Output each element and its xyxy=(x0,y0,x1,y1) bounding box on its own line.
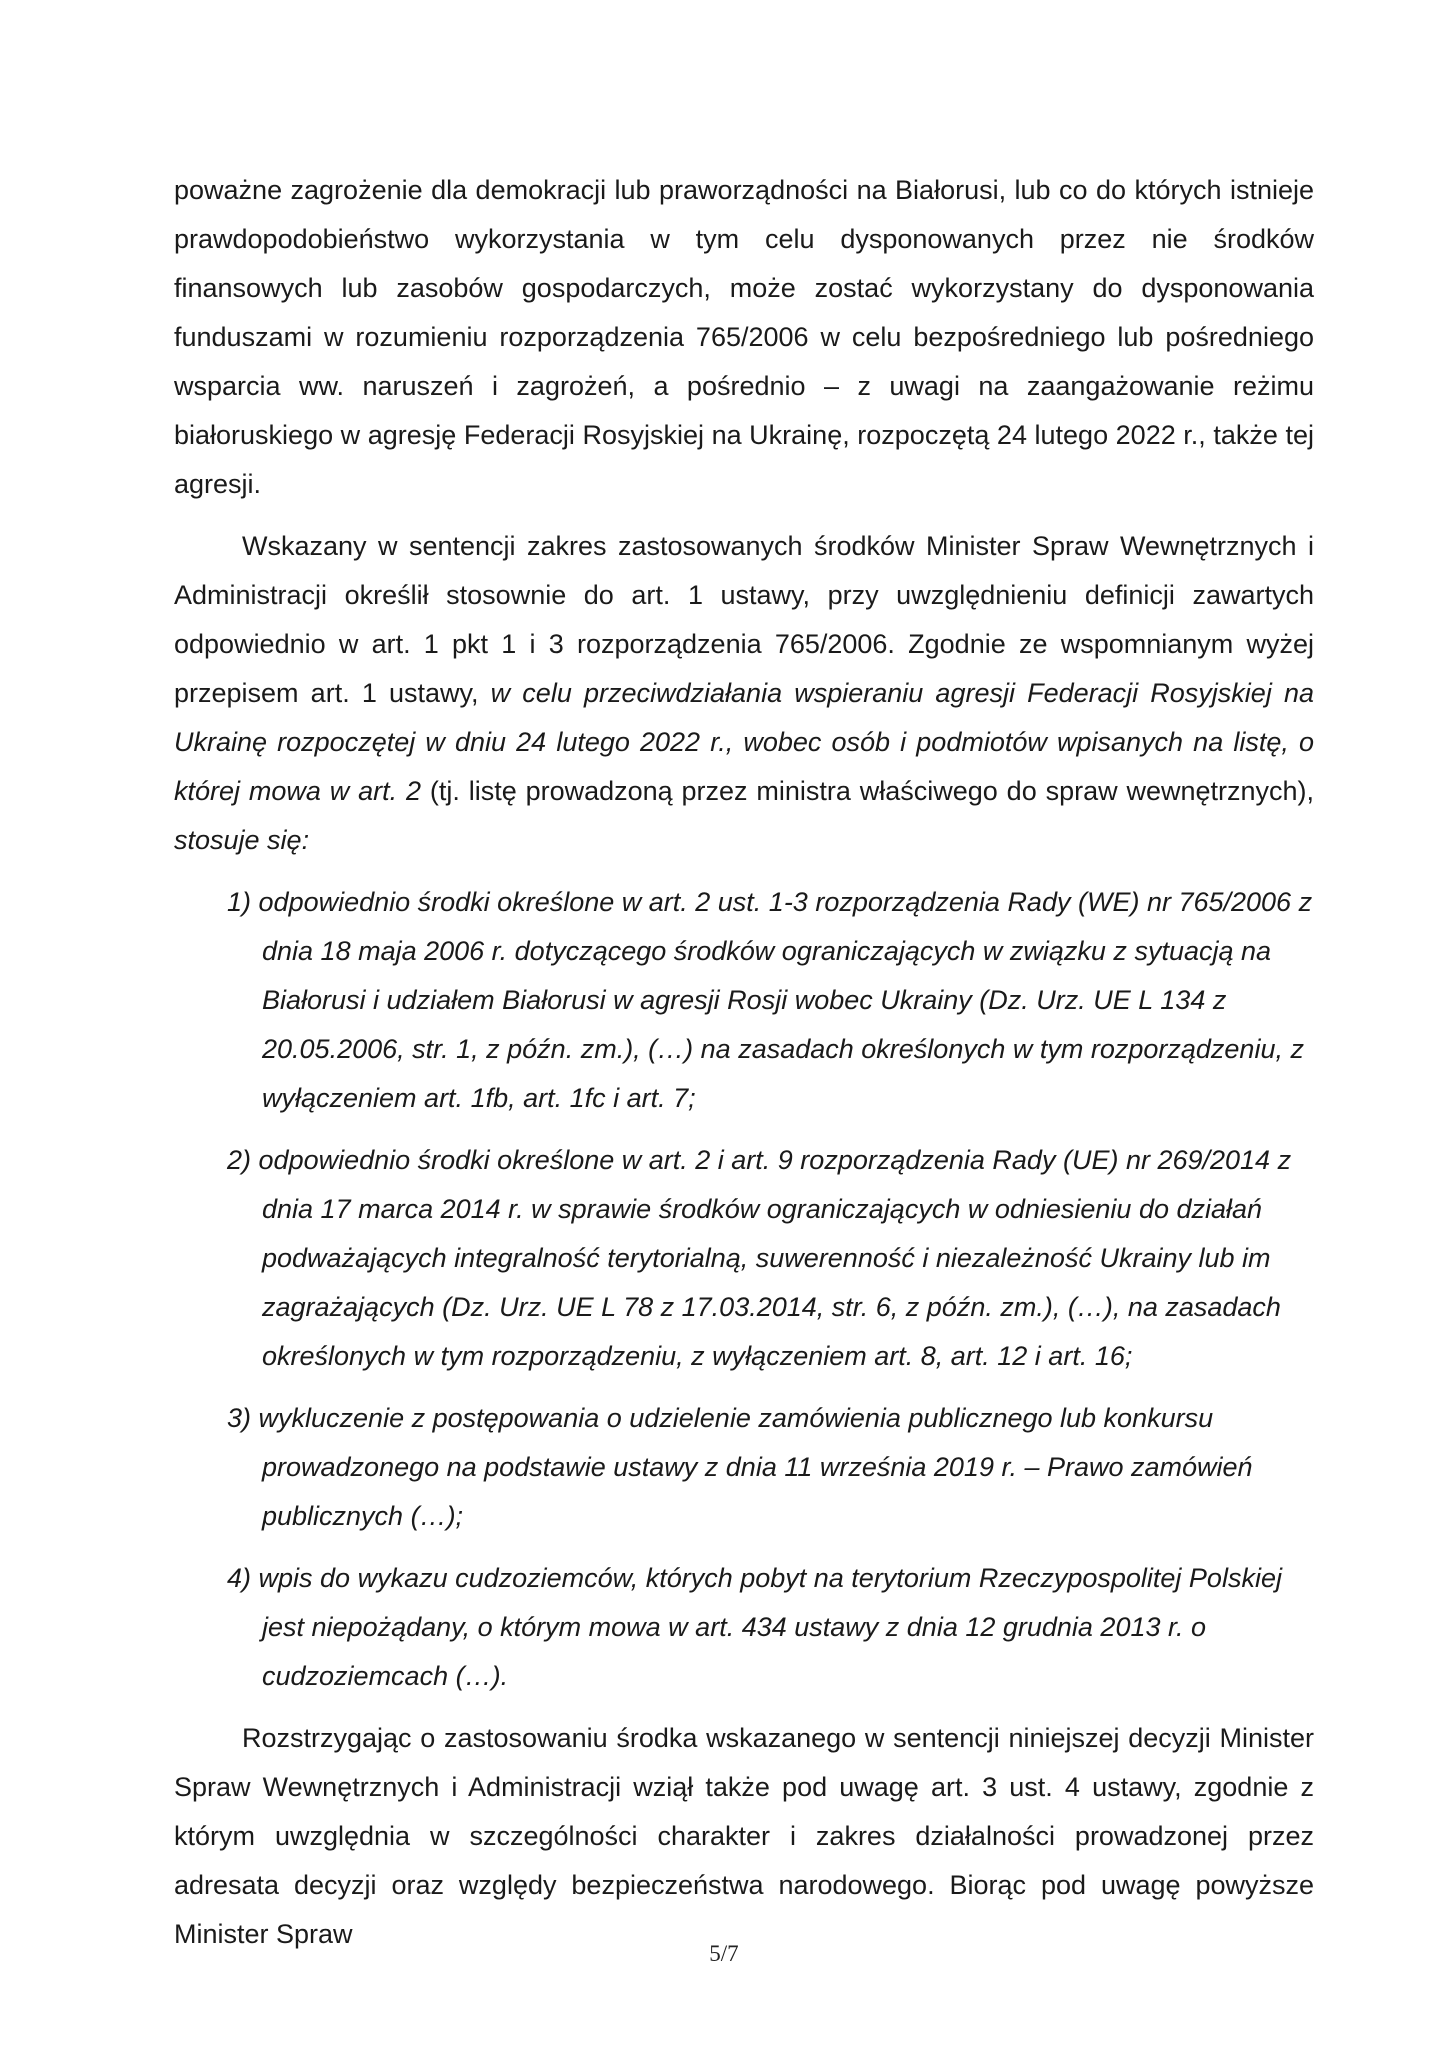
measures-list xyxy=(174,878,1314,1701)
list-item-number: 2) xyxy=(227,1145,252,1175)
quoted-provision-italic: w celu przeciwdziałania wspieraniu agresji Federacji Rosyjskiej na Ukrainę rozpoczętej w dniu 24 lutego 2022 r., wobec osób i podmiotów wpisanych na listę, o której mowa w art. 2 xyxy=(174,678,1314,806)
list-item-number: 4) xyxy=(227,1563,252,1593)
list-item-text: wpis do wykazu cudzoziemców, których pobyt na terytorium Rzeczypospolitej Polskiej jest niepożądany, o którym mowa w art. 434 ustawy z dnia 12 grudnia 2013 r. o cudzoziemcach (…). xyxy=(258,1563,1282,1691)
list-item-text: odpowiednio środki określone w art. 2 i art. 9 rozporządzenia Rady (UE) nr 269/2014 z dnia 17 marca 2014 r. w sprawie środków ograniczających w odniesieniu do działań podważających integralność terytorialną, suwerenność i niezależność Ukrainy lub im zagrażających (Dz. Urz. UE L 78 z 17.03.2014, str. 6, z późn. zm.), (…), na zasadach określonych w tym rozporządzeniu, z wyłączeniem art. 8, art. 12 i art. 16; xyxy=(258,1145,1292,1371)
list-item-number: 1) xyxy=(227,887,252,917)
document-body xyxy=(174,166,1314,1959)
list-item-text: odpowiednio środki określone w art. 2 ust. 1-3 rozporządzenia Rady (WE) nr 765/2006 z dnia 18 maja 2006 r. dotyczącego środków ograniczających w związku z sytuacją na Białorusi i udziałem Białorusi w agresji Rosji wobec Ukrainy (Dz. Urz. UE L 134 z 20.05.2006, str. 1, z późn. zm.), (…) na zasadach określonych w tym rozporządzeniu, z wyłączeniem art. 1fb, art. 1fc i art. 7; xyxy=(258,887,1313,1113)
list-item xyxy=(174,1136,1314,1381)
page-number: 5/7 xyxy=(709,1941,739,1966)
list-item xyxy=(174,1394,1314,1541)
paragraph-text: (tj. listę prowadzoną przez ministra właściwego do spraw wewnętrznych), xyxy=(421,776,1315,806)
paragraph-decision-basis: Rozstrzygając o zastosowaniu środka wskazanego w sentencji niniejszej decyzji Minister Spraw Wewnętrznych i Administracji wziął także pod uwagę art. 3 ust. 4 ustawy, zgodnie z którym uwzględnia w szczególności charakter i zakres działalności prowadzonej przez adresata decyzji oraz względy bezpieczeństwa narodowego. Biorąc pod uwagę powyższe Minister Spraw xyxy=(174,1723,1314,1949)
quoted-provision-italic: stosuje się: xyxy=(174,825,310,855)
paragraph-continuation: poważne zagrożenie dla demokracji lub praworządności na Białorusi, lub co do których istnieje prawdopodobieństwo wykorzystania w tym celu dysponowanych przez nie środków finansowych lub zasobów gospodarczych, może zostać wykorzystany do dysponowania funduszami w rozumieniu rozporządzenia 765/2006 w celu bezpośredniego lub pośredniego wsparcia ww. naruszeń i zagrożeń, a pośrednio – z uwagi na zaangażowanie reżimu białoruskiego w agresję Federacji Rosyjskiej na Ukrainę, rozpoczętą 24 lutego 2022 r., także tej agresji. xyxy=(174,175,1314,499)
list-item-number: 3) xyxy=(227,1403,252,1433)
list-item-text: wykluczenie z postępowania o udzielenie zamówienia publicznego lub konkursu prowadzonego na podstawie ustawy z dnia 11 września 2019 r. – Prawo zamówień publicznych (…); xyxy=(258,1403,1253,1531)
list-item xyxy=(174,878,1314,1123)
paragraph-text: Wskazany w sentencji zakres zastosowanych środków Minister Spraw Wewnętrznych i Administracji określił stosownie do art. 1 ustawy, przy uwzględnieniu definicji zawartych odpowiednio w art. 1 pkt 1 i 3 rozporządzenia 765/2006. Zgodnie ze wspomnianym wyżej przepisem art. 1 ustawy, xyxy=(174,531,1314,708)
list-item xyxy=(174,1554,1314,1701)
paragraph-scope-of-measures xyxy=(174,522,1314,865)
